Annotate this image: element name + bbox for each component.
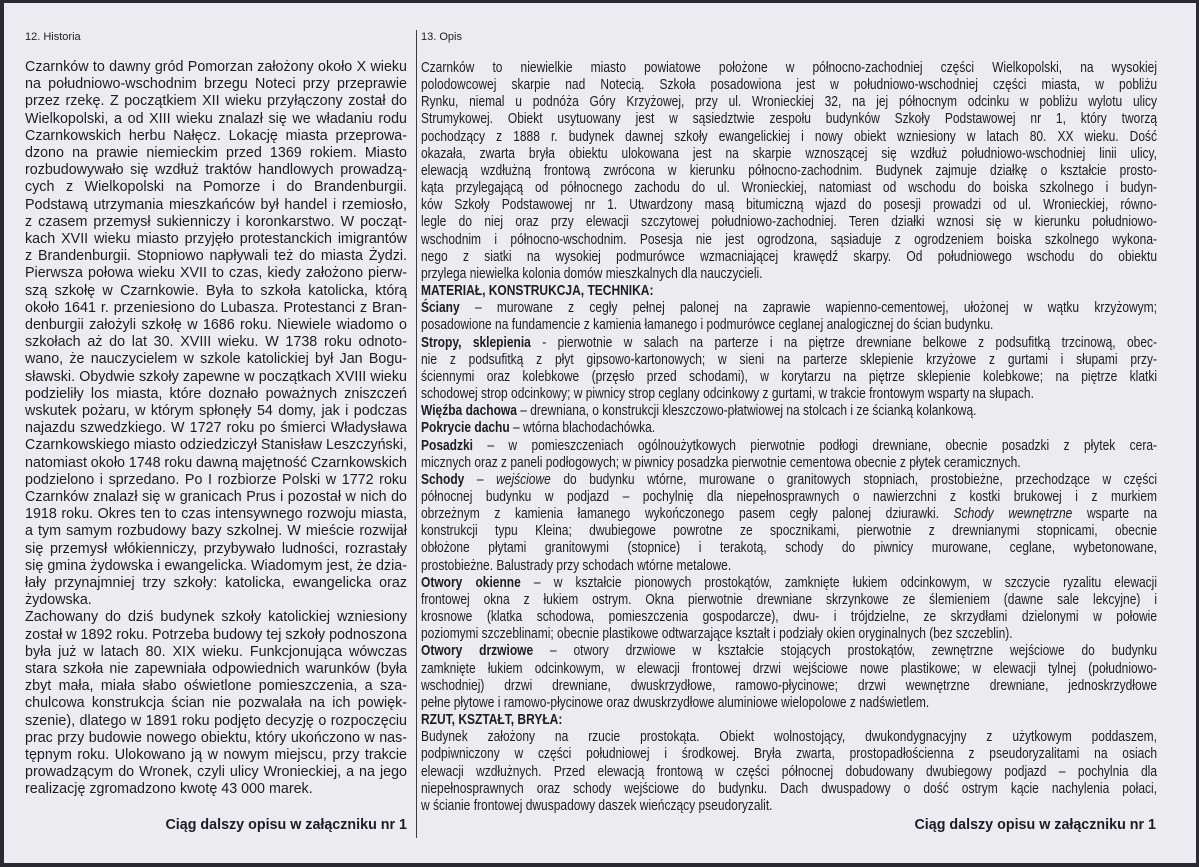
opis-text-line (421, 213, 1157, 230)
bold-term: Stropy, sklepienia (421, 333, 531, 351)
text-run: – wtórna blachodachówka. (509, 419, 656, 437)
opis-text-line (421, 505, 1157, 522)
text-run: obłożone płytami granitowymi (stopnice) i terakotą, schody do piwnicy murowane, ceglane, wybetonowane, (421, 539, 1157, 557)
text-run: legle do niej oraz przy elewacji szczytowej południowo-zachodniej. Teren działki wznosi się w kierunku południowo- (421, 213, 1157, 231)
opis-text-line (421, 299, 1157, 316)
opis-text-line (421, 454, 1021, 471)
italic-term: wejściowe (496, 470, 551, 488)
text-run: Budynek założony na rzucie prostokąta. Obiekt wolnostojący, dwukondygnacyjny z użytkowym poddaszem, (421, 728, 1157, 746)
text-run: poziomymi szczeblinami; obecnie plastikowe odtwarzające kształt i podziały okien oryginalnych (bez szczeblin). (421, 625, 1013, 643)
opis-text-line (421, 368, 1157, 385)
opis-text-line (421, 539, 1157, 556)
historia-text-line: natomiast około 1748 roku dawną majętność Czarnkowskich (25, 454, 407, 471)
historia-text-line: Czarnkowskiego miasto odziedziczył Stanisław Leszczyński, (25, 437, 407, 454)
historia-text-line: Czarnkowskich herbu Nałęcz. Lokację miasta przeprowa- (25, 127, 407, 144)
text-run: nie z podsufitką z płyt gipsowo-kartonowych; w sieni na parterze sklepienie krzyżowe z gurtami i słupami przy- (421, 350, 1157, 368)
bold-term: RZUT, KSZTAŁT, BRYŁA: (421, 711, 563, 729)
opis-text-line (421, 797, 773, 814)
historia-text-line: prowadzącym do Wronek, czyli ulicy Wronieckiej, a na jego (25, 764, 407, 781)
continuation-note-opis: Ciąg dalszy opisu w załączniku nr 1 (914, 817, 1156, 833)
historia-text-line: 1918 roku. Okres ten to czas intensywnego rozwoju miasta, (25, 506, 407, 523)
historia-text-line: tępnym roku. Ulokowano ją w nowym miejscu, przy trakcie (25, 747, 407, 763)
historia-text-line: Zachowany do dziś budynek szkoły katolickiej wzniesiony (25, 609, 407, 626)
bold-term: Posadzki (421, 436, 474, 454)
text-run: frontowej okna z łukiem ostrym. Okna pierwotnie drewniane skrzynkowe ze ślemieniem (dawne sale lekcyjne) i (421, 590, 1157, 608)
historia-text-line: łały przynajmniej trzy szkoły: katolicka, ewangelicka oraz (25, 575, 407, 591)
opis-column (421, 0, 1157, 867)
historia-text-line: przez rzekę. Z początkiem XII wieku przyłączony został do (25, 93, 407, 110)
historia-text-line: się przemysł włókienniczy, przybywało ludności, rozrastały (25, 540, 407, 557)
text-run: – otwory drzwiowe w kształcie stojących prostokątów, zewnętrzne wejściowe do budynku (533, 642, 1157, 660)
historia-text-line: cych z Wielkopolski na Pomorze i do Brandenburgii. (25, 179, 407, 196)
historia-text-line: żydowska. (25, 592, 92, 609)
historia-text-line: Czarnków znalazł się w granicach Prus i pozostał w nich do (25, 489, 407, 505)
text-run: pełne płytowe i ramowo-płycinowe oraz dwuskrzydłowe aluminiowe wielopolowe z nadświetlem. (421, 693, 930, 711)
historia-text-line: stara szkoła nie zapewniała odpowiednich warunków (była (25, 661, 407, 677)
text-run: pochodzący z 1888 r. budynek dawnej szkoły ewangelickiej i nowy obiekt wzniesiony w latach 80. XX wieku. Dość (421, 127, 1157, 145)
historia-text-line: szenie), dlatego w 1891 roku podjęto decyzję o rozpoczęciu (25, 712, 407, 729)
opis-text-line (421, 265, 763, 282)
text-run: – w pomieszczeniach ogólnoużytkowych pierwotnie podłogi drewniane, obecnie posadzki z płytek cera- (473, 436, 1157, 454)
opis-text-line (421, 196, 1157, 213)
historia-text-line: zbyt mała, miała słabo oświetlone pomieszczenia, a sza- (25, 678, 407, 695)
text-run: polodowcowej skarpie nad Notecią. Szkoła posadowiona jest w południowo-wschodniej części miasta, w pobliżu (421, 76, 1157, 94)
opis-text-line (421, 179, 1157, 196)
historia-text-line: była już w latach 80. XIX wieku. Funkcjonująca wówczas (25, 643, 407, 660)
historia-text-line: szkołach aż do lat 30. XVIII wieku. W 1738 roku odnoto- (25, 334, 407, 351)
opis-text-line (421, 471, 1157, 488)
opis-text-line (421, 59, 1157, 76)
opis-text-line (421, 248, 1157, 265)
opis-text-line (421, 128, 1157, 145)
section-heading-opis: 13. Opis (421, 31, 462, 43)
opis-text-line (421, 402, 976, 419)
opis-text-line (421, 351, 1157, 368)
opis-text-line (421, 385, 1034, 402)
text-run: w ścianie frontowej dwuspadowy daszek wieńczący pseudoryzalit. (421, 796, 773, 814)
text-run: krosnowe (klatka schodowa, pomieszczenia gospodarcze), dwu- i trójdzielne, ze skrzydłami dzielonymi w połowie (421, 608, 1157, 626)
historia-text-line: kach XVII wieku miasto przyjęło protestanckich imigrantów (25, 231, 407, 247)
bold-term: Ściany (421, 299, 460, 317)
opis-text-line (421, 76, 1157, 93)
text-run: elewacją wzdłużną frontową zwrócona w kierunku północno-zachodnim. Budynek zajmuje działkę o kształcie prosto- (421, 161, 1157, 179)
opis-text-line (421, 162, 1157, 179)
text-run: niepełnosprawnych oraz schody wejściowe do budynku. Dach dwuspadowy o dość ostrym kącie nachylenia połaci, (421, 779, 1157, 797)
text-run: ków Szkoły Podstawowej nr 1. Utwardzony masą bitumiczną wjazd do posesji prowadzi od ul. Wronieckiej, równo- (421, 196, 1157, 214)
bold-term: Schody (421, 470, 465, 488)
historia-text-line: a tym samym rozbudowy bazy szkolnej. W mieście rozwijał (25, 523, 407, 540)
historia-text-line: z Brandenburgii. Stopniowo napływali też do miasta Żydzi. (25, 248, 407, 265)
text-run: - pierwotnie w salach na parterze i na piętrze drewniane belkowe z podsufitką trzcinową, obec- (530, 333, 1157, 351)
opis-text-line (421, 660, 1157, 677)
text-run: obrzeżnym z kamienia łamanego wykończonego pasem cegły palonej dziurawki. (421, 505, 954, 523)
opis-text-line (421, 677, 1157, 694)
text-run: posadowione na fundamencie z kamienia łamanego i podmurówce ceglanej analogicznej do ścian budynku. (421, 316, 994, 334)
text-run: północnej budynku w podjazd – pochylnię dla niepełnosprawnych o nawierzchni z kostki brukowej i z murkiem (421, 488, 1157, 505)
text-run: elewacji wzdłużnych. Przed elewacją frontową w części północnej dobudowany dwubiegowy podjazd – pochylnia dla (421, 762, 1157, 780)
opis-text-line (421, 93, 1157, 110)
bold-term: Więźba dachowa (421, 402, 517, 420)
historia-text-line: rozbudowywało się wzdłuż traktów handlowych prowadzą- (25, 162, 407, 179)
text-run: ściennymi oraz kolebkowe (przęsło przed schodami), w korytarzu na piętrze sklepienie kolebkowe; na piętrze klatki (421, 367, 1157, 385)
text-run: Rynku, niemal u podnóża Góry Krzyżowej, przy ul. Wronieckiej 32, na jej północnym odcinku w pobliżu wylotu ulicy (421, 93, 1157, 111)
historia-text-line: wano, że nauczycielem w szkole katolickiej był Jan Bogu- (25, 351, 407, 368)
opis-text-line (421, 145, 1157, 162)
text-run: nego z siatki na wysokiej podmurówce wzmacniającej krawędź skarpy. Od południowego wschodu do obiektu (421, 247, 1157, 265)
text-run: – (464, 470, 497, 488)
opis-text-line (421, 334, 1157, 351)
text-run: wsparte na (1072, 505, 1157, 523)
section-heading-historia: 12. Historia (25, 31, 81, 43)
historia-text-line: Wielkopolski, a od XIII wieku znalazł się we władaniu rodu (25, 110, 407, 127)
historia-text-line: najazdu szwedzkiego. W 1727 roku po śmierci Władysława (25, 420, 407, 437)
text-run: Strumykowej. Obiekt usytuowany jest w sąsiedztwie zespołu budynków Szkoły Podstawowej nr 1, który tworzą (421, 110, 1157, 128)
text-run: konstrukcji typu Kleina; dwubiegowe powrotne ze spocznikami, pierwotnie z drewnianymi stopnicami, obecnie (421, 522, 1157, 540)
opis-text-line (421, 711, 562, 728)
opis-text-line (421, 110, 1157, 127)
text-run: prostobieżne. Balustrady przy schodach wtórne metalowe. (421, 556, 732, 574)
opis-text-line (421, 282, 653, 299)
opis-text-line (421, 437, 1157, 454)
column-divider (416, 30, 417, 838)
opis-text-line (421, 608, 1157, 625)
historia-text-line: się gmina żydowska i ewangelicka. Wiadomym jest, że dzia- (25, 557, 407, 574)
historia-text-line: Czarnków to dawny gród Pomorzan założony około X wieku (25, 59, 407, 75)
historia-text-line: denburgii założyli szkołę w 1686 roku. Niewiele wiadomo o (25, 317, 407, 333)
historia-text-line: podzielono i sprzedano. Po I rozbiorze Polski w 1772 roku (25, 471, 407, 488)
opis-text-line (421, 522, 1157, 539)
historia-text-line: dzono na prawie niemieckim przed 1369 rokiem. Miasto (25, 145, 407, 161)
opis-text-line (421, 694, 929, 711)
historia-text-line: chulcowa konstrukcja ścian nie pozwalała na ich powięk- (25, 695, 407, 712)
opis-text-line (421, 642, 1157, 659)
text-run: – murowane z cegły pełnej palonej na zaprawie wapienno-cementowej, ułożonej w wątku krzyżowym; (459, 299, 1157, 317)
historia-text-line: Podstawą utrzymania mieszkańców był handel i rzemiosło, (25, 196, 407, 213)
text-run: wschodniej) drzwi drewniane, dwuskrzydłowe, ramowo-płycinowe; drzwi wewnętrzne drewniane, jednoskrzydłowe (421, 676, 1157, 694)
historia-text-line: prac przy budowie nowego obiektu, który ukończono w nas- (25, 729, 407, 746)
opis-text-line (421, 780, 1157, 797)
opis-text-line (421, 488, 1157, 505)
bold-term: MATERIAŁ, KONSTRUKCJA, TECHNIKA: (421, 282, 654, 300)
historia-text-line: około 1641 r. przeniesiono do Lubasza. Protestanci z Bran- (25, 299, 407, 316)
historia-text-line: Pierwsza połowa wieku XVII to czas, kiedy założono pierw- (25, 265, 407, 282)
text-run: micznych oraz z paneli podłogowych; w piwnicy posadzka pierwotnie cementowa obecnie z płytek ceramicznych. (421, 453, 1021, 471)
opis-text-line (421, 574, 1157, 591)
historia-text-line: sławski. Obydwie szkoły zapewne w początkach XVIII wieku (25, 368, 407, 385)
text-run: podpiwniczony w części południowej i środkowej. Bryła zwarta, prostopadłościenna z pseudoryzalitami na osiach (421, 745, 1157, 763)
bold-term: Otwory drzwiowe (421, 642, 534, 660)
historia-text-line: został w 1892 roku. Potrzeba budowy tej szkoły podnoszona (25, 626, 407, 643)
text-run: Czarnków to niewielkie miasto powiatowe położone w północno-zachodniej części Wielkopolski, na wysokiej (421, 59, 1157, 76)
text-run: – drewniana, o konstrukcji kleszczowo-płatwiowej na stolcach i ze ścianką kolankową. (516, 402, 977, 420)
opis-text-line (421, 745, 1157, 762)
historia-text-line: realizację zgromadzono kwotę 43 000 marek. (25, 781, 313, 798)
opis-text-line (421, 231, 1157, 248)
text-run: – w kształcie pionowych prostokątów, zamknięte łukiem odcinkowym, w szczycie ryzalitu elewacji (520, 573, 1157, 591)
opis-text-line (421, 763, 1157, 780)
text-run: zamknięte łukiem odcinkowym, w elewacji frontowej drzwi wejściowe nowe plastikowe; w elewacji tylnej (południowo- (421, 659, 1157, 677)
text-run: do budynku wtórne, murowane o granitowych stopniach, prostobieżne, przechodzące w części (550, 470, 1157, 488)
opis-text-line (421, 591, 1157, 608)
opis-text-line (421, 419, 655, 436)
opis-text-line (421, 316, 993, 333)
historia-text-line: podzieliły los miasta, które doznało poważnych zniszczeń (25, 385, 407, 402)
bold-term: Otwory okienne (421, 573, 521, 591)
bold-term: Pokrycie dachu (421, 419, 510, 437)
historia-text-line: wskutek pożaru, w którym spłonęły 54 domy, jak i podczas (25, 403, 407, 419)
text-run: przylega niewielka kolonia domów mieszkalnych dla nauczycieli. (421, 264, 763, 282)
opis-text-line (421, 625, 1013, 642)
continuation-note-historia: Ciąg dalszy opisu w załączniku nr 1 (165, 817, 407, 833)
historia-text-line: z czasem przemysł sukienniczy i koronkarstwo. W począt- (25, 213, 407, 230)
opis-text-line (421, 557, 731, 574)
historia-text-line: na południowo-wschodnim brzegu Noteci przy przeprawie (25, 76, 407, 93)
italic-term: Schody wewnętrzne (953, 505, 1073, 523)
historia-column (25, 0, 407, 867)
opis-text-line (421, 728, 1157, 745)
historia-text-line: szą szkołę w Czarnkowie. Była to szkoła katolicka, którą (25, 282, 407, 299)
text-run: schodowej strop odcinkowy; w piwnicy strop ceglany odcinkowy z gurtami, w trakcie frontowym wsparty na słupach. (421, 385, 1034, 403)
text-run: okazała, zwarta bryła obiektu ulokowana jest na skarpie wznoszącej się wzdłuż południowo-wschodniej linii ulicy, (421, 144, 1157, 162)
text-run: wschodnim i północno-wschodnim. Posesja nie jest ogrodzona, sąsiaduje z ogrodzeniem boiska szkolnego wykona- (421, 230, 1157, 248)
text-run: kąta przylegającą od północnego zachodu do ul. Wronieckiej, natomiast od wschodu do boiska szkolnego i budyn- (421, 179, 1157, 197)
